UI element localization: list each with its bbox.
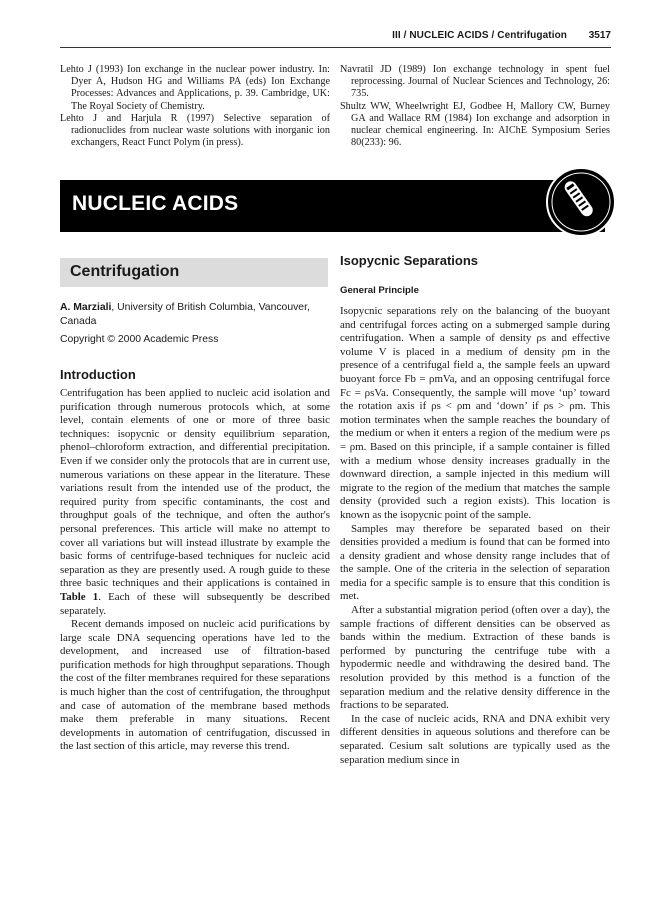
paragraph: In the case of nucleic acids, RNA and DNA exhibit very different densities in aqueous solutions and therefore can be separated. Cesium salt solutions are typically used as the separation medium since in — [340, 712, 610, 766]
article-title: Centrifugation — [70, 263, 180, 280]
references-right — [340, 64, 610, 149]
references-left — [60, 64, 330, 149]
running-head-section: III / NUCLEIC ACIDS / Centrifugation — [392, 30, 567, 41]
page-number: 3517 — [588, 30, 611, 41]
paragraph: Centrifugation has been applied to nucleic acid isolation and purification through numerous protocols which, at some level, contain elements of one or more of three basic techniques: isopycnic or density equilibrium separation, phenol–chloroform extraction, and differential precipitation. Even if we consider only the protocols that are in current use, numerous variations on these appear in the literature. These variations result from the intended use of the product, the required purity from specific contaminants, the cost and throughput goals of the technique, and often the author's personal preferences. This article will make no attempt to cover all variations but will instead illustrate by example the basic forms of centrifuge-based techniques for nucleic acid separation as they are presently used. A rough guide to these three basic techniques and their applications is contained in Table 1. Each of these will subsequently be described separately. — [60, 387, 330, 617]
running-head — [60, 30, 611, 46]
introduction-heading: Introduction — [60, 367, 136, 382]
isopycnic-heading: Isopycnic Separations — [340, 253, 478, 268]
isopycnic-body — [340, 305, 610, 767]
reference-item: Shultz WW, Wheelwright EJ, Godbee H, Mallory CW, Burney GA and Wallace RM (1984) Ion exchange and adsorption in nuclear chemical engineering. In: AIChE Symposium Series 80(233): 96. — [340, 100, 610, 149]
section-banner-title: NUCLEIC ACIDS — [72, 192, 239, 215]
paragraph: Samples may therefore be separated based on their densities provided a medium is found that can be formed into a density gradient and whose density range includes that of the sample. One of the criteria in the selection of separation media for a specific sample is to ensure that this condition is met. — [340, 522, 610, 603]
paragraph: Isopycnic separations rely on the balancing of the buoyant and centrifugal forces acting on a submerged sample during centrifugation. When a sample of density ρs and effective volume V is placed in a medium of density ρm in the presence of a centrifugal field a, the sample feels an upward buoyant force Fb = ρmVa, and an opposing centrifugal force Fc = ρsVa. Consequently, the sample will move ‘up’ toward the rotation axis if ρs < ρm and ‘down’ if ρs > ρm. This motion terminates when the sample reaches the boundary of the medium or when it enters a region of the medium were ρs = ρm. Based on this principle, if a sample container is filled with a medium whose density increases gradually in the downward direction, a sample injected in this medium will migrate to the region of the medium that matches the sample density (provided such a region exists). This location is known as the isopycnic point of the sample. — [340, 305, 610, 521]
general-principle-heading: General Principle — [340, 285, 419, 296]
centrifuge-tube-icon — [545, 166, 617, 238]
reference-item: Navratil JD (1989) Ion exchange technology in spent fuel reprocessing. Journal of Nuclear Sciences and Technology, 26: 735. — [340, 64, 610, 100]
table-reference: Table 1 — [60, 590, 99, 603]
introduction-body — [60, 387, 330, 754]
header-rule — [60, 47, 611, 48]
reference-item: Lehto J (1993) Ion exchange in the nuclear power industry. In: Dyer A, Hudson HG and Williams PA (eds) Ion Exchange Processes: Advances and Applications, p. 39. Cambridge, UK: The Royal Society of Chemistry. — [60, 64, 330, 112]
paragraph: After a substantial migration period (often over a day), the sample fractions of different densities can be observed as bands within the medium. Extraction of these bands is performed by puncturing the centrifuge tube with a hypodermic needle and withdrawing the desired band. The resolution provided by this method is a function of the separation medium and the relative density difference in the fractions to be separated. — [340, 604, 610, 712]
author-line — [60, 301, 328, 329]
author-affiliation: , University of British Columbia, Vancouver, Canada — [60, 302, 310, 327]
paragraph: Recent demands imposed on nucleic acid purifications by large scale DNA sequencing operations have led to the development, and increased use of filtration-based purification methods for high throughput separations. Though the cost of the filter membranes required for these separations is much higher than the cost of centrifugation, the throughput and case of automation of the membrane based methods make them preferable in many situations. Recent developments in automation of centrifugation, discussed in the last section of this article, may reverse this trend. — [60, 618, 330, 753]
section-banner — [60, 180, 605, 232]
author-name: A. Marziali — [60, 302, 112, 313]
copyright-line: Copyright © 2000 Academic Press — [60, 334, 219, 345]
reference-item: Lehto J and Harjula R (1997) Selective separation of radionuclides from nuclear waste solutions with inorganic ion exchangers, React Funct Polym (in press). — [60, 112, 330, 149]
article-title-bar — [60, 258, 328, 287]
